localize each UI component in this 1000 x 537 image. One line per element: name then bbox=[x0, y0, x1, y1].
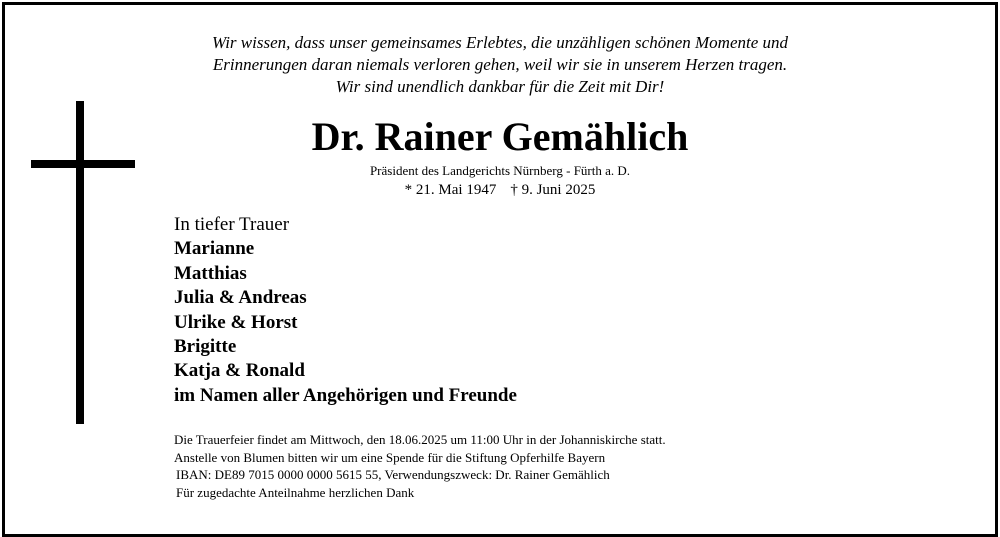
donation-request-line: Anstelle von Blumen bitten wir um eine Spende für die Stiftung Opferhilfe Bayern bbox=[174, 449, 606, 465]
mourners-list bbox=[174, 213, 517, 408]
mourner-name: Katja & Ronald bbox=[174, 360, 305, 382]
mourner-name: Marianne bbox=[174, 238, 255, 260]
quote-line: Erinnerungen daran niemals verloren gehen, weil wir sie in unserem Herzen tragen. bbox=[212, 55, 788, 74]
death-date: † 9. Juni 2025 bbox=[510, 182, 596, 198]
mourner-name: Matthias bbox=[174, 262, 247, 284]
memorial-quote bbox=[0, 32, 1000, 98]
quote-line: Wir wissen, dass unser gemeinsames Erlebtes, die unzähligen schönen Momente und bbox=[211, 33, 789, 52]
mourner-name: Ulrike & Horst bbox=[174, 311, 298, 333]
mourner-name: im Namen aller Angehörigen und Freunde bbox=[174, 384, 517, 406]
iban-line: IBAN: DE89 7015 0000 0000 5615 55, Verwendungszweck: Dr. Rainer Gemählich bbox=[176, 467, 610, 482]
deceased-title: Präsident des Landgerichts Nürnberg - Fürth a. D. bbox=[369, 163, 631, 178]
mourner-name: Brigitte bbox=[174, 336, 237, 358]
deceased-name: Dr. Rainer Gemählich bbox=[311, 114, 689, 159]
birth-date: * 21. Mai 1947 bbox=[404, 182, 497, 198]
life-dates bbox=[0, 180, 1000, 200]
funeral-info bbox=[174, 431, 666, 501]
mourning-intro: In tiefer Trauer bbox=[174, 214, 290, 235]
mourner-name: Julia & Andreas bbox=[174, 287, 307, 309]
funeral-service-line: Die Trauerfeier findet am Mittwoch, den 18.06.2025 um 11:00 Uhr in der Johanniskirche statt. bbox=[174, 432, 666, 447]
thanks-line: Für zugedachte Anteilnahme herzlichen Dank bbox=[176, 484, 415, 500]
quote-line: Wir sind unendlich dankbar für die Zeit mit Dir! bbox=[335, 77, 665, 96]
